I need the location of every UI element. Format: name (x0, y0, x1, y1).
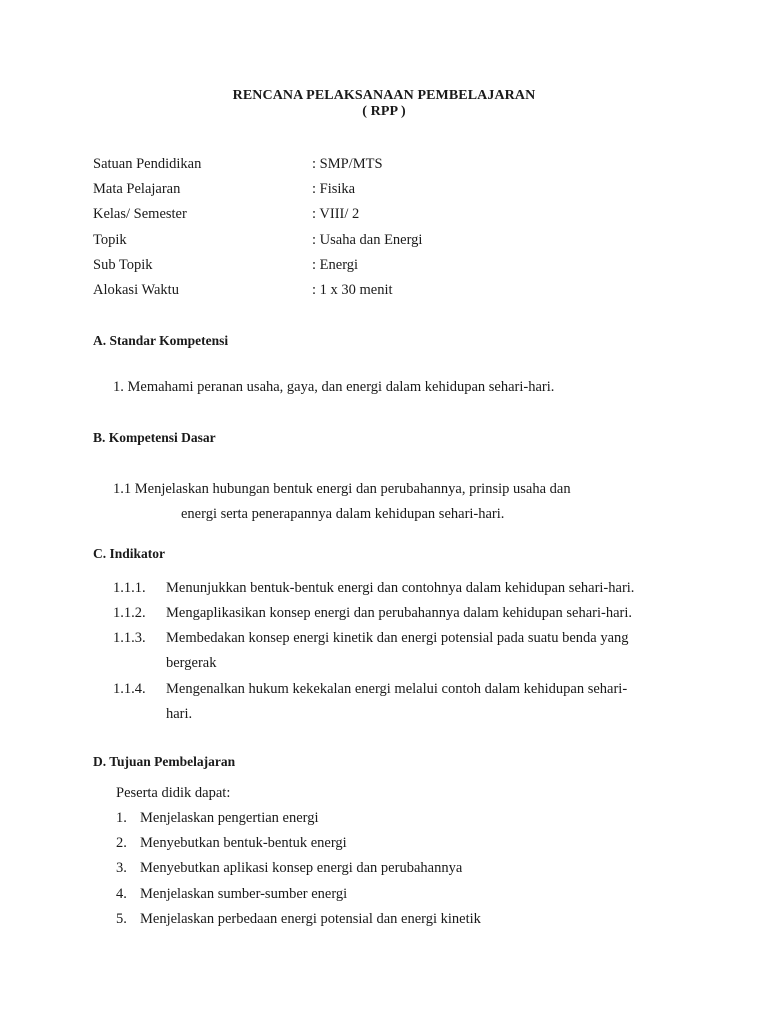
document-subtitle: ( RPP ) (362, 104, 406, 119)
info-value-satuan: : SMP/MTS (312, 156, 383, 172)
section-b-heading: B. Kompetensi Dasar (93, 430, 216, 445)
section-d-heading: D. Tujuan Pembelajaran (93, 754, 236, 769)
indikator-text-continued: bergerak (166, 655, 217, 671)
tujuan-text: Menjelaskan sumber-sumber energi (140, 886, 348, 902)
indikator-number: 1.1.1. (113, 580, 146, 596)
tujuan-number: 1. (116, 810, 127, 826)
info-value-topik: : Usaha dan Energi (312, 232, 423, 248)
indikator-number: 1.1.4. (113, 681, 146, 697)
info-label-mapel: Mata Pelajaran (93, 181, 181, 197)
section-b-line1: 1.1 Menjelaskan hubungan bentuk energi dan perubahannya, prinsip usaha dan (113, 481, 571, 497)
indikator-text: Mengaplikasikan konsep energi dan perubahannya dalam kehidupan sehari-hari. (166, 605, 632, 621)
section-d-intro: Peserta didik dapat: (116, 785, 231, 801)
info-label-topik: Topik (93, 232, 127, 248)
indikator-number: 1.1.2. (113, 605, 146, 621)
tujuan-text: Menyebutkan aplikasi konsep energi dan perubahannya (140, 860, 463, 876)
section-c-heading: C. Indikator (93, 546, 166, 561)
info-value-mapel: : Fisika (312, 181, 356, 197)
tujuan-number: 4. (116, 886, 127, 902)
info-label-kelas: Kelas/ Semester (93, 206, 187, 222)
section-b-line2: energi serta penerapannya dalam kehidupan sehari-hari. (181, 506, 505, 522)
info-value-alokasi: : 1 x 30 menit (312, 282, 393, 298)
indikator-text: Membedakan konsep energi kinetik dan energi potensial pada suatu benda yang (166, 630, 629, 646)
indikator-text-continued: hari. (166, 706, 193, 722)
info-label-alokasi: Alokasi Waktu (93, 282, 179, 298)
info-label-satuan: Satuan Pendidikan (93, 156, 202, 172)
section-a-heading: A. Standar Kompetensi (93, 333, 229, 348)
indikator-text: Menunjukkan bentuk-bentuk energi dan contohnya dalam kehidupan sehari-hari. (166, 580, 635, 596)
tujuan-number: 2. (116, 835, 127, 851)
document-title: RENCANA PELAKSANAAN PEMBELAJARAN (232, 88, 536, 103)
info-label-subtopik: Sub Topik (93, 257, 153, 273)
section-a-item: 1. Memahami peranan usaha, gaya, dan energi dalam kehidupan sehari-hari. (113, 379, 555, 395)
info-value-kelas: : VIII/ 2 (312, 206, 360, 222)
tujuan-text: Menyebutkan bentuk-bentuk energi (140, 835, 347, 851)
indikator-number: 1.1.3. (113, 630, 146, 646)
tujuan-number: 3. (116, 860, 127, 876)
info-value-subtopik: : Energi (312, 257, 359, 273)
indikator-text: Mengenalkan hukum kekekalan energi melalui contoh dalam kehidupan sehari- (166, 681, 628, 697)
tujuan-text: Menjelaskan perbedaan energi potensial dan energi kinetik (140, 911, 481, 927)
tujuan-number: 5. (116, 911, 127, 927)
tujuan-text: Menjelaskan pengertian energi (140, 810, 319, 826)
